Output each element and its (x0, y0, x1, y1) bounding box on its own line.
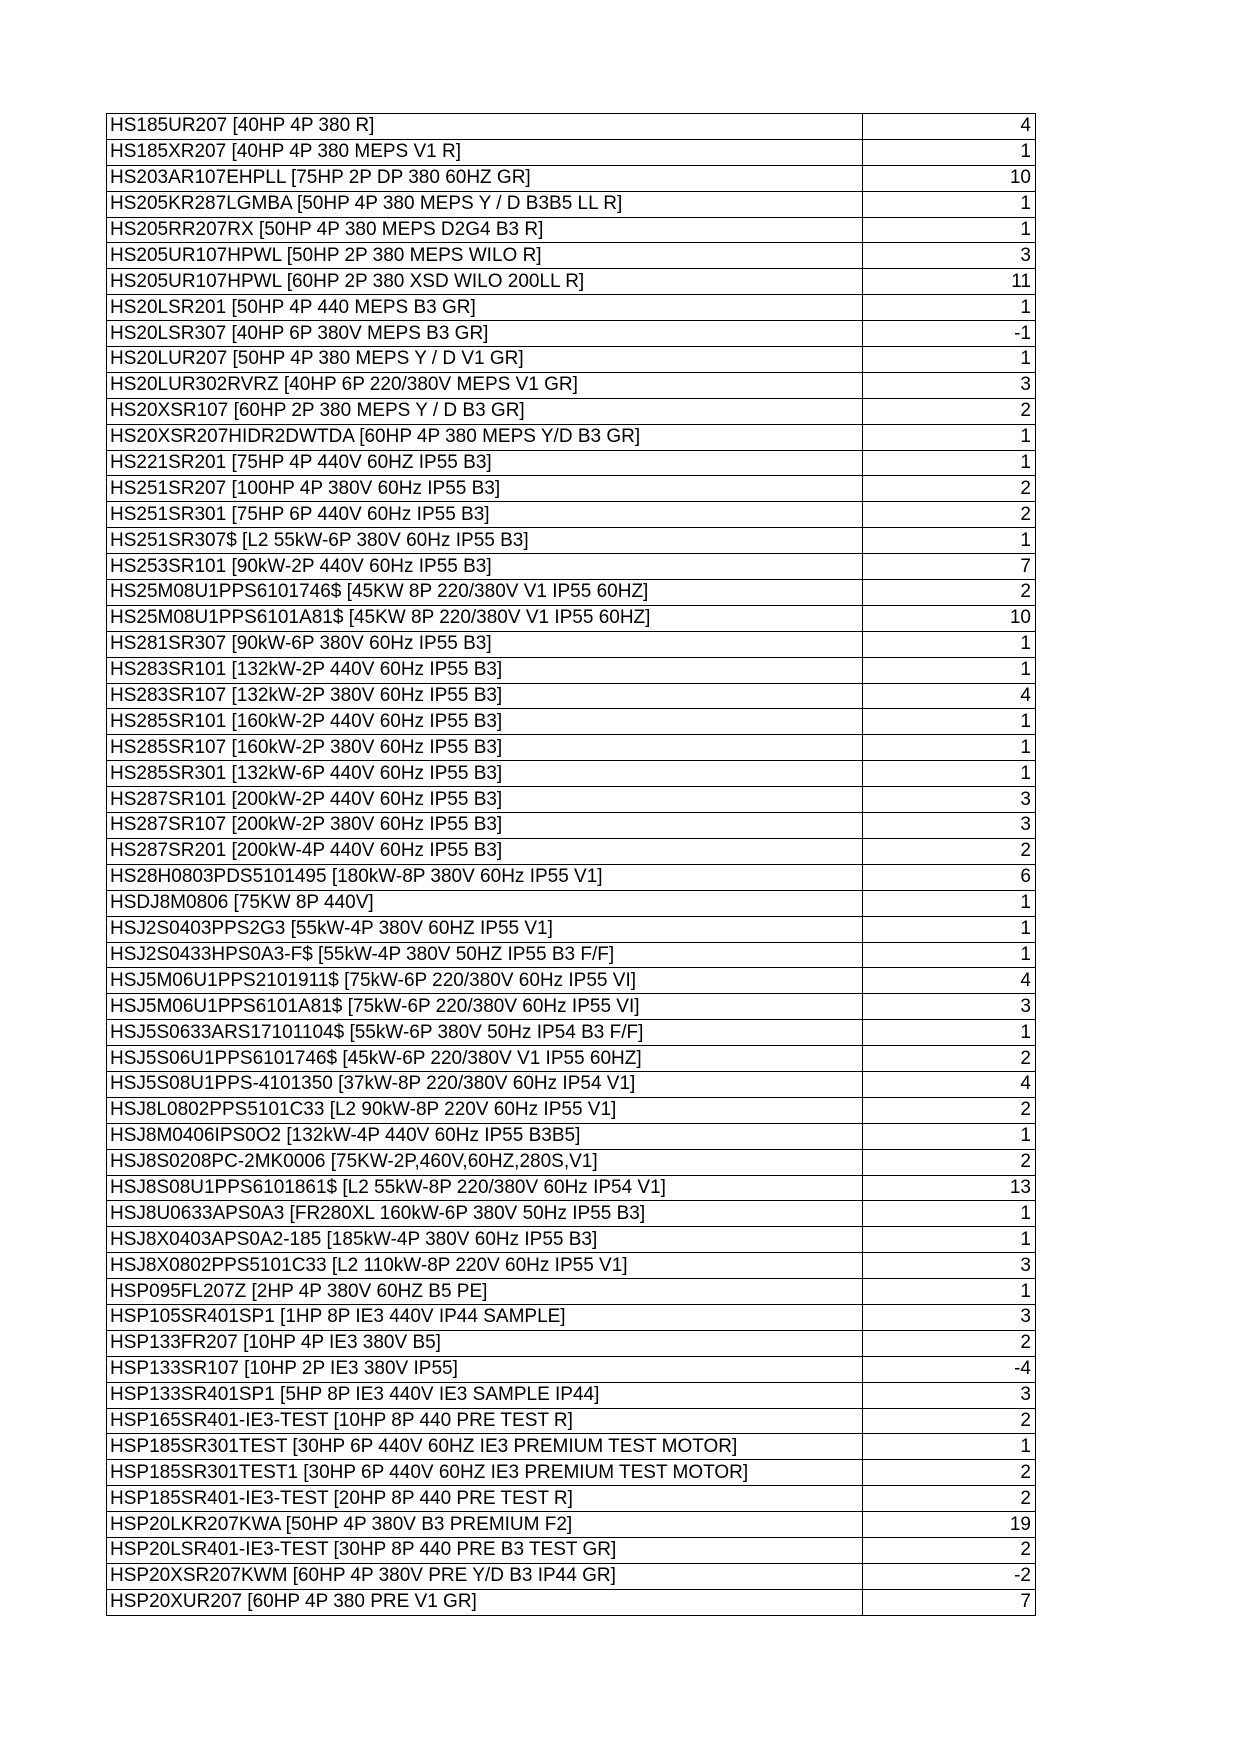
table-row (107, 709, 1036, 735)
product-description-cell: HSP095FL207Z [2HP 4P 380V 60HZ B5 PE] (107, 1279, 863, 1305)
product-description-cell: HS281SR307 [90kW-6P 380V 60Hz IP55 B3] (107, 631, 863, 657)
product-description-cell: HS251SR207 [100HP 4P 380V 60Hz IP55 B3] (107, 476, 863, 502)
table-row (107, 1486, 1036, 1512)
table-row (107, 1020, 1036, 1046)
product-description-cell: HS25M08U1PPS6101A81$ [45KW 8P 220/380V V1 IP55 60HZ] (107, 605, 863, 631)
quantity-cell: 1 (863, 347, 1036, 373)
quantity-cell: 3 (863, 1382, 1036, 1408)
table-row (107, 269, 1036, 295)
quantity-cell: 1 (863, 631, 1036, 657)
product-description-cell: HSJ8M0406IPS0O2 [132kW-4P 440V 60Hz IP55 B3B5] (107, 1123, 863, 1149)
product-description-cell: HS287SR201 [200kW-4P 440V 60Hz IP55 B3] (107, 838, 863, 864)
table-row (107, 994, 1036, 1020)
product-description-cell: HS205KR287LGMBA [50HP 4P 380 MEPS Y / D B3B5 LL R] (107, 191, 863, 217)
product-description-cell: HSP20LKR207KWA [50HP 4P 380V B3 PREMIUM F2] (107, 1512, 863, 1538)
product-description-cell: HSP20XSR207KWM [60HP 4P 380V PRE Y/D B3 IP44 GR] (107, 1563, 863, 1589)
table-row (107, 1071, 1036, 1097)
table-row (107, 605, 1036, 631)
table-row (107, 968, 1036, 994)
table-row (107, 398, 1036, 424)
product-description-cell: HS283SR107 [132kW-2P 380V 60Hz IP55 B3] (107, 683, 863, 709)
table-row (107, 942, 1036, 968)
table-row (107, 1097, 1036, 1123)
quantity-cell: 2 (863, 838, 1036, 864)
table-row (107, 1382, 1036, 1408)
quantity-cell: 1 (863, 424, 1036, 450)
product-description-cell: HS287SR107 [200kW-2P 380V 60Hz IP55 B3] (107, 813, 863, 839)
table-row (107, 761, 1036, 787)
product-description-cell: HSJ8X0802PPS5101C33 [L2 110kW-8P 220V 60Hz IP55 V1] (107, 1253, 863, 1279)
product-description-cell: HS20LUR207 [50HP 4P 380 MEPS Y / D V1 GR] (107, 347, 863, 373)
table-row (107, 321, 1036, 347)
quantity-cell: 2 (863, 1046, 1036, 1072)
table-row (107, 1123, 1036, 1149)
table-row (107, 864, 1036, 890)
product-description-cell: HSP133SR107 [10HP 2P IE3 380V IP55] (107, 1356, 863, 1382)
table-row (107, 1330, 1036, 1356)
quantity-cell: 6 (863, 864, 1036, 890)
product-description-cell: HSP185SR401-IE3-TEST [20HP 8P 440 PRE TEST R] (107, 1486, 863, 1512)
quantity-cell: 3 (863, 787, 1036, 813)
product-description-cell: HSJ5S08U1PPS-4101350 [37kW-8P 220/380V 60Hz IP54 V1] (107, 1071, 863, 1097)
table-row (107, 1175, 1036, 1201)
table-row (107, 450, 1036, 476)
quantity-cell: 1 (863, 1227, 1036, 1253)
table-row (107, 1149, 1036, 1175)
table-row (107, 554, 1036, 580)
quantity-cell: 1 (863, 528, 1036, 554)
quantity-cell: 1 (863, 139, 1036, 165)
product-description-cell: HS205UR107HPWL [60HP 2P 380 XSD WILO 200LL R] (107, 269, 863, 295)
product-description-cell: HSP20LSR401-IE3-TEST [30HP 8P 440 PRE B3 TEST GR] (107, 1537, 863, 1563)
quantity-cell: -1 (863, 321, 1036, 347)
quantity-cell: 2 (863, 1486, 1036, 1512)
quantity-cell: 10 (863, 165, 1036, 191)
table-body (107, 114, 1036, 1616)
quantity-cell: 7 (863, 1589, 1036, 1615)
product-description-cell: HSDJ8M0806 [75KW 8P 440V] (107, 890, 863, 916)
product-description-cell: HSJ8U0633APS0A3 [FR280XL 160kW-6P 380V 50Hz IP55 B3] (107, 1201, 863, 1227)
table-row (107, 916, 1036, 942)
quantity-cell: 1 (863, 1201, 1036, 1227)
table-row (107, 1279, 1036, 1305)
quantity-cell: 2 (863, 1408, 1036, 1434)
quantity-cell: 1 (863, 916, 1036, 942)
product-description-cell: HSJ8L0802PPS5101C33 [L2 90kW-8P 220V 60Hz IP55 V1] (107, 1097, 863, 1123)
quantity-cell: 1 (863, 450, 1036, 476)
product-description-cell: HSJ2S0433HPS0A3-F$ [55kW-4P 380V 50HZ IP55 B3 F/F] (107, 942, 863, 968)
product-description-cell: HSP133FR207 [10HP 4P IE3 380V B5] (107, 1330, 863, 1356)
product-description-cell: HSJ8S0208PC-2MK0006 [75KW-2P,460V,60HZ,280S,V1] (107, 1149, 863, 1175)
product-description-cell: HSP133SR401SP1 [5HP 8P IE3 440V IE3 SAMPLE IP44] (107, 1382, 863, 1408)
product-description-cell: HS285SR101 [160kW-2P 440V 60Hz IP55 B3] (107, 709, 863, 735)
table-row (107, 502, 1036, 528)
product-description-cell: HS253SR101 [90kW-2P 440V 60Hz IP55 B3] (107, 554, 863, 580)
table-row (107, 139, 1036, 165)
quantity-cell: -4 (863, 1356, 1036, 1382)
table-row (107, 528, 1036, 554)
table-row (107, 735, 1036, 761)
quantity-cell: 1 (863, 735, 1036, 761)
table-row (107, 347, 1036, 373)
product-description-cell: HS20LUR302RVRZ [40HP 6P 220/380V MEPS V1 GR] (107, 372, 863, 398)
table-row (107, 1589, 1036, 1615)
quantity-cell: 11 (863, 269, 1036, 295)
quantity-cell: 19 (863, 1512, 1036, 1538)
table-row (107, 1227, 1036, 1253)
product-description-cell: HSJ8S08U1PPS6101861$ [L2 55kW-8P 220/380V 60Hz IP54 V1] (107, 1175, 863, 1201)
quantity-cell: 3 (863, 243, 1036, 269)
quantity-cell: 3 (863, 372, 1036, 398)
quantity-cell: 2 (863, 1149, 1036, 1175)
quantity-cell: 1 (863, 295, 1036, 321)
table-row (107, 787, 1036, 813)
product-description-cell: HS205RR207RX [50HP 4P 380 MEPS D2G4 B3 R] (107, 217, 863, 243)
table-row (107, 191, 1036, 217)
quantity-cell: 2 (863, 1097, 1036, 1123)
table-row (107, 1563, 1036, 1589)
product-description-cell: HSP185SR301TEST [30HP 6P 440V 60HZ IE3 PREMIUM TEST MOTOR] (107, 1434, 863, 1460)
quantity-cell: 4 (863, 683, 1036, 709)
quantity-cell: -2 (863, 1563, 1036, 1589)
table-row (107, 1356, 1036, 1382)
table-row (107, 165, 1036, 191)
product-description-cell: HSP185SR301TEST1 [30HP 6P 440V 60HZ IE3 PREMIUM TEST MOTOR] (107, 1460, 863, 1486)
quantity-cell: 3 (863, 994, 1036, 1020)
product-description-cell: HSJ5M06U1PPS2101911$ [75kW-6P 220/380V 60Hz IP55 VI] (107, 968, 863, 994)
product-description-cell: HS251SR301 [75HP 6P 440V 60Hz IP55 B3] (107, 502, 863, 528)
quantity-cell: 4 (863, 968, 1036, 994)
table-row (107, 813, 1036, 839)
quantity-cell: 3 (863, 1304, 1036, 1330)
quantity-cell: 10 (863, 605, 1036, 631)
product-description-cell: HS185XR207 [40HP 4P 380 MEPS V1 R] (107, 139, 863, 165)
product-description-cell: HS20XSR107 [60HP 2P 380 MEPS Y / D B3 GR] (107, 398, 863, 424)
table-row (107, 631, 1036, 657)
table-row (107, 372, 1036, 398)
product-description-cell: HSP105SR401SP1 [1HP 8P IE3 440V IP44 SAMPLE] (107, 1304, 863, 1330)
quantity-cell: 3 (863, 813, 1036, 839)
quantity-cell: 4 (863, 1071, 1036, 1097)
table-row (107, 1201, 1036, 1227)
product-description-cell: HS25M08U1PPS6101746$ [45KW 8P 220/380V V1 IP55 60HZ] (107, 580, 863, 606)
quantity-cell: 1 (863, 761, 1036, 787)
inventory-table (106, 113, 1036, 1616)
table-row (107, 1408, 1036, 1434)
product-description-cell: HSJ5S0633ARS17101104$ [55kW-6P 380V 50Hz IP54 B3 F/F] (107, 1020, 863, 1046)
quantity-cell: 1 (863, 890, 1036, 916)
product-description-cell: HS285SR107 [160kW-2P 380V 60Hz IP55 B3] (107, 735, 863, 761)
table-row (107, 1434, 1036, 1460)
product-description-cell: HS20LSR201 [50HP 4P 440 MEPS B3 GR] (107, 295, 863, 321)
table-row (107, 580, 1036, 606)
quantity-cell: 2 (863, 580, 1036, 606)
table-row (107, 424, 1036, 450)
product-description-cell: HS185UR207 [40HP 4P 380 R] (107, 114, 863, 140)
quantity-cell: 2 (863, 476, 1036, 502)
table-row (107, 1253, 1036, 1279)
quantity-cell: 3 (863, 1253, 1036, 1279)
table-row (107, 1512, 1036, 1538)
quantity-cell: 1 (863, 1279, 1036, 1305)
table-row (107, 217, 1036, 243)
quantity-cell: 1 (863, 1434, 1036, 1460)
product-description-cell: HSJ5S06U1PPS6101746$ [45kW-6P 220/380V V1 IP55 60HZ] (107, 1046, 863, 1072)
quantity-cell: 4 (863, 114, 1036, 140)
product-description-cell: HS285SR301 [132kW-6P 440V 60Hz IP55 B3] (107, 761, 863, 787)
table-row (107, 1304, 1036, 1330)
product-description-cell: HS205UR107HPWL [50HP 2P 380 MEPS WILO R] (107, 243, 863, 269)
table-row (107, 476, 1036, 502)
table-row (107, 1046, 1036, 1072)
table-row (107, 890, 1036, 916)
product-description-cell: HSJ5M06U1PPS6101A81$ [75kW-6P 220/380V 60Hz IP55 VI] (107, 994, 863, 1020)
product-description-cell: HSJ8X0403APS0A2-185 [185kW-4P 380V 60Hz IP55 B3] (107, 1227, 863, 1253)
table-row (107, 1537, 1036, 1563)
table-row (107, 683, 1036, 709)
quantity-cell: 2 (863, 1330, 1036, 1356)
table-row (107, 114, 1036, 140)
quantity-cell: 2 (863, 1537, 1036, 1563)
product-description-cell: HS203AR107EHPLL [75HP 2P DP 380 60HZ GR] (107, 165, 863, 191)
product-description-cell: HSJ2S0403PPS2G3 [55kW-4P 380V 60HZ IP55 V1] (107, 916, 863, 942)
product-description-cell: HS287SR101 [200kW-2P 440V 60Hz IP55 B3] (107, 787, 863, 813)
product-description-cell: HS28H0803PDS5101495 [180kW-8P 380V 60Hz IP55 V1] (107, 864, 863, 890)
table-row (107, 838, 1036, 864)
table-row (107, 657, 1036, 683)
quantity-cell: 1 (863, 942, 1036, 968)
quantity-cell: 13 (863, 1175, 1036, 1201)
quantity-cell: 1 (863, 709, 1036, 735)
quantity-cell: 1 (863, 1123, 1036, 1149)
product-description-cell: HSP165SR401-IE3-TEST [10HP 8P 440 PRE TEST R] (107, 1408, 863, 1434)
quantity-cell: 1 (863, 217, 1036, 243)
product-description-cell: HS20XSR207HIDR2DWTDA [60HP 4P 380 MEPS Y/D B3 GR] (107, 424, 863, 450)
product-description-cell: HS251SR307$ [L2 55kW-6P 380V 60Hz IP55 B3] (107, 528, 863, 554)
product-description-cell: HS221SR201 [75HP 4P 440V 60HZ IP55 B3] (107, 450, 863, 476)
quantity-cell: 2 (863, 502, 1036, 528)
product-description-cell: HSP20XUR207 [60HP 4P 380 PRE V1 GR] (107, 1589, 863, 1615)
quantity-cell: 7 (863, 554, 1036, 580)
quantity-cell: 2 (863, 1460, 1036, 1486)
table-row (107, 295, 1036, 321)
quantity-cell: 2 (863, 398, 1036, 424)
product-description-cell: HS283SR101 [132kW-2P 440V 60Hz IP55 B3] (107, 657, 863, 683)
table-row (107, 243, 1036, 269)
quantity-cell: 1 (863, 191, 1036, 217)
table-row (107, 1460, 1036, 1486)
quantity-cell: 1 (863, 1020, 1036, 1046)
product-description-cell: HS20LSR307 [40HP 6P 380V MEPS B3 GR] (107, 321, 863, 347)
quantity-cell: 1 (863, 657, 1036, 683)
